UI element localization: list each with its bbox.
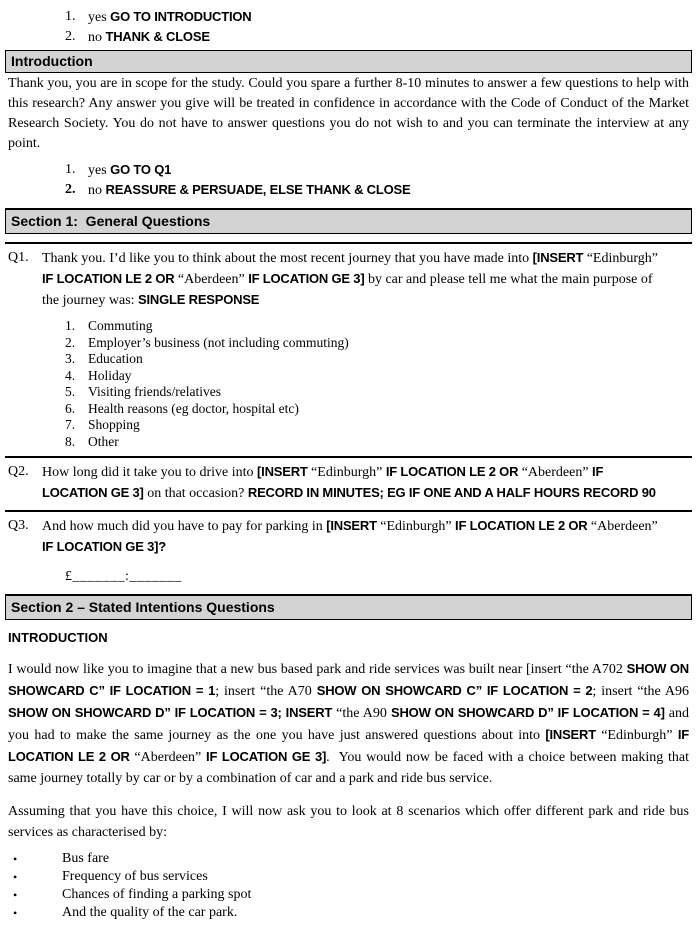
introduction-section-header <box>5 50 692 73</box>
text-run: How long did it take you to drive into <box>42 465 258 480</box>
text-run: ; insert “the A96 <box>592 684 693 699</box>
question-text <box>42 462 689 504</box>
attribute-bullet-list <box>8 850 689 922</box>
list-item-number <box>65 8 88 28</box>
text-run: IF LOCATION LE 2 OR <box>385 464 522 479</box>
section-header-label: Section 1: General Questions <box>11 213 211 229</box>
list-item <box>65 384 689 401</box>
text-run: SHOW ON SHOWCARD D” IF LOCATION = 4] <box>391 705 665 720</box>
list-item <box>65 401 689 418</box>
text-run: IF LOCATION GE 3] <box>206 749 327 764</box>
list-item-text: Education <box>88 351 143 366</box>
text-run: . You would now be faced with a choice between making that same journey totally by car or by a combination of car and a park and ride bus service. <box>8 750 693 786</box>
list-item <box>65 368 689 385</box>
question-q3 <box>8 516 689 558</box>
list-item-text: Frequency of bus services <box>62 869 208 884</box>
text-run: no <box>88 29 106 45</box>
text-run: “Aberdeen” <box>134 750 207 765</box>
text-run: “Edinburgh” <box>311 465 386 480</box>
question-q2 <box>8 462 689 504</box>
list-item-text <box>88 181 689 201</box>
list-item-number: 4. <box>65 367 76 383</box>
text-run: IF LOCATION GE 3] <box>248 271 365 286</box>
list-item-number: 8. <box>65 433 76 449</box>
text-run: ; insert “the A70 <box>215 684 317 699</box>
text-run: no <box>88 182 106 198</box>
list-item-text: Employer’s business (not including commuting) <box>88 334 349 350</box>
list-item-text: And the quality of the car park. <box>62 905 238 920</box>
question-number: Q2. <box>8 464 29 479</box>
list-item-number: 3. <box>65 351 76 366</box>
list-item-text <box>88 161 689 181</box>
list-item-number: 5. <box>65 384 76 399</box>
list-item <box>65 181 689 201</box>
question-number: Q3. <box>8 518 29 533</box>
list-item-number <box>65 181 88 201</box>
text-run: “Edinburgh” <box>380 519 456 534</box>
list-item-text: Holiday <box>88 367 132 383</box>
text-run: and you had to make the same journey as the one you have just answered questions about into <box>8 706 693 743</box>
text-run: “the A90 <box>336 706 392 721</box>
text-run: by car and please tell me what the main purpose of the journey was: <box>42 272 657 308</box>
q3-answer-blank: £_______:_______ <box>65 569 182 584</box>
text-run: GO TO INTRODUCTION <box>110 9 252 24</box>
text-run: RECORD IN MINUTES; EG IF ONE AND A HALF HOURS RECORD 90 <box>247 485 656 500</box>
text-run: IF LOCATION LE 2 OR <box>455 518 591 533</box>
section2-header <box>5 594 692 620</box>
question-text <box>42 516 689 558</box>
list-item-text <box>88 28 689 48</box>
text-run: SINGLE RESPONSE <box>138 292 260 307</box>
text-run: IF LOCATION LE 2 OR <box>8 727 693 764</box>
text-run: THANK & CLOSE <box>105 28 210 44</box>
introduction-paragraph: Thank you, you are in scope for the study. Could you spare a further 8-10 minutes to answer a few questions to help with this research? Any answer you give will be treated in confidence in accordance with the Code of Conduct of the Market Research Society. You do not have to answer questions you do not wish to and you can terminate the interview at any point. <box>8 76 689 151</box>
text-run: yes <box>88 163 111 178</box>
text-run: SHOW ON SHOWCARD D” IF LOCATION = 3; INSERT <box>8 705 337 720</box>
list-item-text: Bus fare <box>62 851 110 866</box>
question-text <box>42 248 689 311</box>
text-run: And how much did you have to pay for parking in <box>42 519 327 534</box>
section2-paragraph-1 <box>8 658 693 789</box>
bullet-icon: • <box>13 888 18 902</box>
question-q1 <box>8 248 689 311</box>
text-run: 2. <box>65 28 76 44</box>
text-run: yes <box>88 10 111 25</box>
list-item <box>65 8 689 28</box>
text-run: 2. <box>65 181 76 197</box>
question-number: Q1. <box>8 250 29 265</box>
list-item-text: Health reasons (eg doctor, hospital etc) <box>88 400 299 416</box>
section2-introduction-label: INTRODUCTION <box>8 630 108 645</box>
list-item-text: Other <box>88 433 119 449</box>
text-run: [INSERT <box>545 727 602 742</box>
list-item-number <box>65 161 88 181</box>
question-divider <box>5 510 692 512</box>
list-item-text <box>88 8 689 28</box>
section-header-label: Section 2 – Stated Intentions Questions <box>11 599 275 615</box>
text-run: SHOW ON SHOWCARD C” IF LOCATION = 1 <box>8 661 693 698</box>
list-item <box>65 417 689 434</box>
list-item <box>65 28 689 48</box>
text-run: [INSERT <box>532 250 587 265</box>
bullet-icon: • <box>13 852 18 866</box>
list-item <box>65 434 689 451</box>
screening-response-list <box>8 8 689 47</box>
list-item-text: Chances of finding a parking spot <box>62 887 252 902</box>
list-item <box>13 850 689 868</box>
list-item <box>65 318 689 335</box>
section2-paragraph-2: Assuming that you have this choice, I will now ask you to look at 8 scenarios which offer different park and ride bus services as characterised by: <box>8 804 689 840</box>
text-run: SHOW ON SHOWCARD C” IF LOCATION = 2 <box>316 683 593 698</box>
list-item <box>13 904 689 922</box>
section-header-label: Introduction <box>11 53 93 69</box>
text-run: Thank you. I’d like you to think about the most recent journey that you have made into <box>42 251 533 266</box>
list-item-number: 7. <box>65 417 76 432</box>
text-run: “Aberdeen” <box>521 465 593 480</box>
list-item <box>13 886 689 904</box>
list-item-text: Visiting friends/relatives <box>88 384 222 399</box>
list-item <box>13 868 689 886</box>
bullet-icon: • <box>13 906 18 920</box>
list-item-number: 1. <box>65 318 76 333</box>
section1-header <box>5 208 692 234</box>
text-run: 1. <box>65 162 76 177</box>
list-item <box>65 335 689 352</box>
list-item-number <box>65 28 88 48</box>
q1-option-list <box>8 318 689 450</box>
text-run: 1. <box>65 9 76 24</box>
list-item-number: 6. <box>65 400 76 416</box>
bullet-icon: • <box>13 870 18 884</box>
text-run: “Aberdeen” <box>590 519 662 534</box>
text-run: “Edinburgh” <box>586 251 662 266</box>
text-run: IF LOCATION LE 2 OR <box>42 271 178 286</box>
text-run: GO TO Q1 <box>110 162 172 177</box>
list-item <box>65 161 689 181</box>
list-item-text: Commuting <box>88 318 153 333</box>
introduction-response-list <box>8 161 689 200</box>
text-run: [INSERT <box>326 518 381 533</box>
text-run: on that occasion? <box>143 486 248 501</box>
text-run: [INSERT <box>257 464 312 479</box>
list-item-text: Shopping <box>88 417 140 432</box>
text-run: I would now like you to imagine that a new bus based park and ride services was built near [insert “the A702 <box>8 662 627 677</box>
text-run: REASSURE & PERSUADE, ELSE THANK & CLOSE <box>105 181 411 197</box>
text-run: IF LOCATION GE 3] <box>42 464 607 500</box>
question-divider <box>5 456 692 458</box>
list-item-number: 2. <box>65 334 76 350</box>
question-divider <box>5 242 692 244</box>
text-run: “Aberdeen” <box>177 272 249 287</box>
text-run: “Edinburgh” <box>601 728 678 743</box>
text-run: IF LOCATION GE 3]? <box>42 539 166 554</box>
list-item <box>65 351 689 368</box>
